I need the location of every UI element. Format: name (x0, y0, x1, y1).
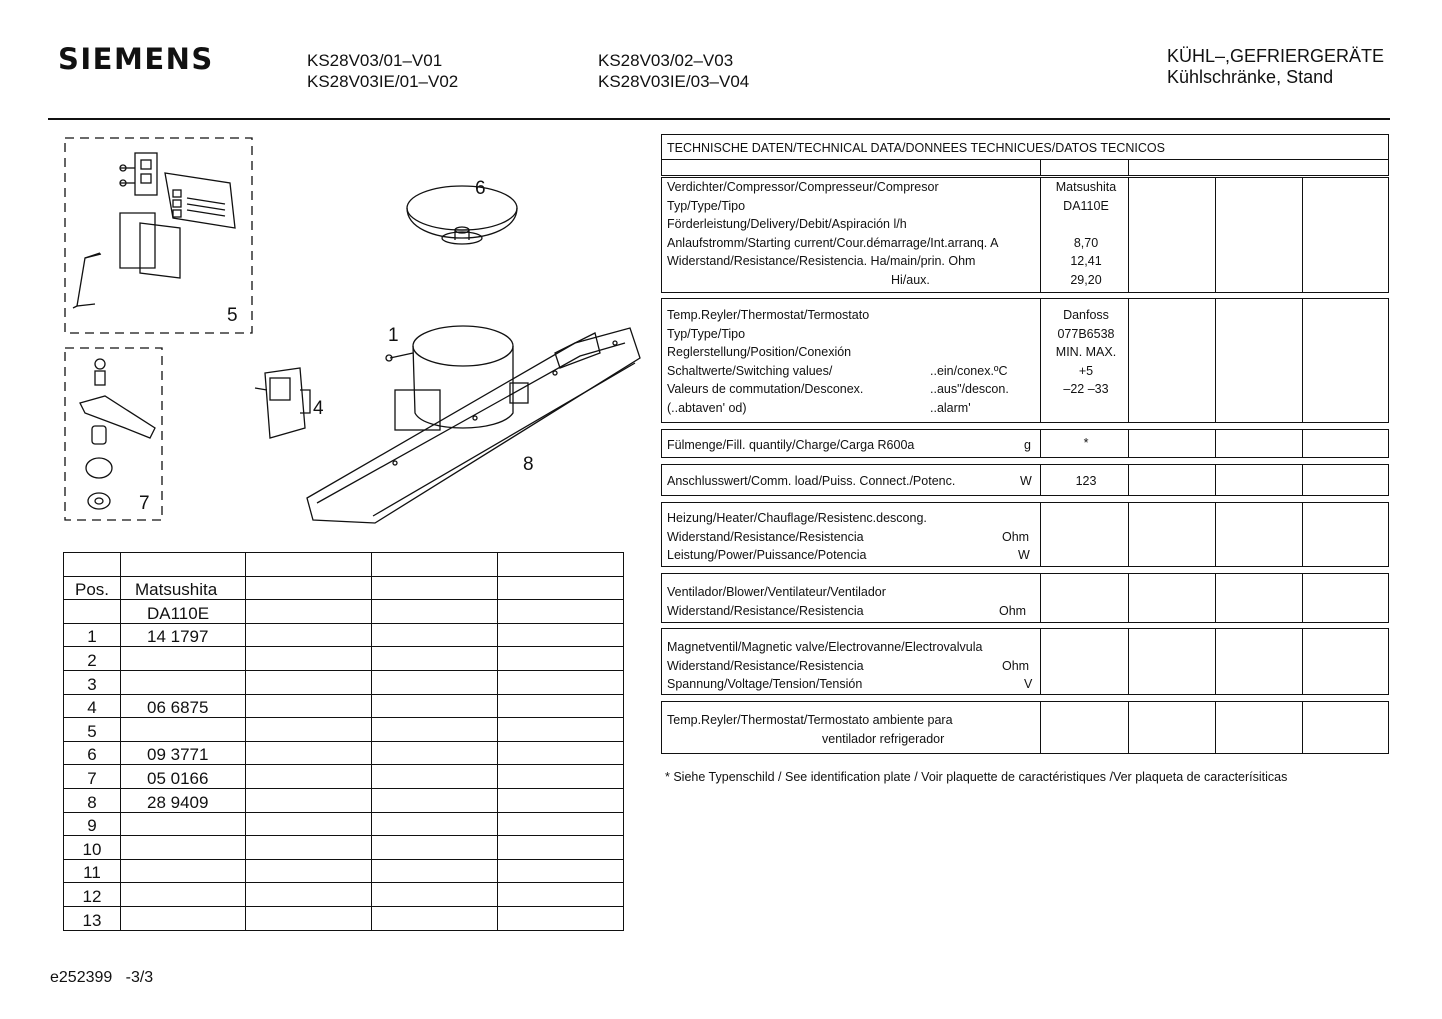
table-cell (372, 600, 498, 624)
category-title (1167, 46, 1384, 88)
table-cell: * (1083, 436, 1089, 450)
diagram-label: 4 (313, 398, 324, 419)
table-cell: Temp.Reyler/Thermostat/Termostato ambiente para (667, 713, 953, 727)
table-cell (246, 906, 372, 930)
table-row (64, 718, 624, 742)
tech-title: TECHNISCHE DATEN/TECHNICAL DATA/DONNEES TECHNICUES/DATOS TECNICOS (667, 141, 1165, 155)
connected-load-row (661, 464, 1389, 496)
table-row (64, 576, 624, 600)
table-cell (498, 647, 624, 671)
table-cell: Widerstand/Resistance/Resistencia (667, 658, 864, 673)
table-cell (498, 670, 624, 694)
table-cell (498, 883, 624, 907)
table-cell: Matsushita (1055, 180, 1117, 194)
table-cell: Widerstand/Resistance/Resistencia (667, 603, 864, 618)
table-cell: ..ein/conex.ºC (930, 363, 1008, 378)
table-cell (498, 812, 624, 836)
table-cell (246, 694, 372, 718)
table-cell (121, 812, 246, 836)
table-cell: 8,70 (1073, 235, 1099, 250)
starter-relay-icon (255, 368, 310, 438)
table-cell (372, 694, 498, 718)
table-cell: 077B6538 (1057, 326, 1115, 341)
table-cell (121, 553, 246, 577)
table-row (64, 788, 624, 812)
table-cell (372, 576, 498, 600)
table-cell: W (1020, 474, 1032, 488)
table-row (64, 694, 624, 718)
table-cell: DA110E (1063, 198, 1109, 213)
table-cell (246, 765, 372, 789)
model-list-a (307, 50, 458, 92)
table-cell (372, 906, 498, 930)
base-plate-icon (307, 328, 640, 523)
model-number: KS28V03IE/03–V04 (598, 72, 750, 91)
diagram-label: 6 (475, 178, 486, 199)
table-row (64, 600, 624, 624)
table-cell: Reglerstellung/Position/Conexión (667, 345, 852, 359)
diagram-label: 1 (388, 325, 399, 346)
header-divider (48, 118, 1390, 120)
table-cell: Ventilador/Blower/Ventilateur/Ventilador (667, 585, 886, 599)
table-cell (372, 883, 498, 907)
ambient-thermostat-block (661, 701, 1389, 754)
supplier-header: Matsushita (121, 576, 246, 600)
table-cell: Magnetventil/Magnetic valve/Electrovanne/Electrovalvula (667, 640, 983, 654)
table-cell (372, 553, 498, 577)
table-cell: Temp.Reyler/Thermostat/Termostato (667, 308, 870, 322)
table-cell: Anschlusswert/Comm. load/Puiss. Connect./Potenc. (667, 474, 956, 488)
table-cell: 5 (64, 718, 121, 742)
table-cell (372, 765, 498, 789)
table-cell (498, 741, 624, 765)
table-cell (121, 647, 246, 671)
table-cell: 12 (64, 883, 121, 907)
table-cell: 11 (64, 859, 121, 883)
table-cell (372, 788, 498, 812)
table-cell: 09 3771 (121, 741, 246, 765)
table-cell (498, 576, 624, 600)
category-line: KÜHL–,GEFRIERGERÄTE (1167, 46, 1385, 66)
table-row (64, 670, 624, 694)
table-cell (498, 694, 624, 718)
table-cell: ..alarm' (930, 400, 971, 415)
table-cell: W (1018, 548, 1030, 562)
table-cell (246, 788, 372, 812)
table-cell: Ohm (1002, 529, 1030, 544)
table-cell (246, 576, 372, 600)
table-cell (246, 553, 372, 577)
relay-parts-icon (73, 153, 235, 308)
table-cell: 05 0166 (121, 765, 246, 789)
table-cell: V (1024, 677, 1033, 691)
table-cell: 14 1797 (121, 623, 246, 647)
table-cell: g (1024, 438, 1031, 452)
table-cell: Verdichter/Compressor/Compresseur/Compresor (667, 180, 939, 194)
table-row (64, 765, 624, 789)
table-cell: Typ/Type/Tipo (667, 326, 746, 341)
diagram-label: 7 (139, 493, 150, 514)
table-cell: Spannung/Voltage/Tension/Tensión (667, 677, 863, 691)
table-cell (498, 788, 624, 812)
table-cell: Heizung/Heater/Chauflage/Resistenc.descong. (667, 511, 927, 525)
table-cell (121, 859, 246, 883)
table-cell (372, 741, 498, 765)
blower-block (661, 573, 1389, 623)
table-cell: Förderleistung/Delivery/Debit/Aspiración l/h (667, 217, 907, 231)
table-cell (246, 623, 372, 647)
table-cell (372, 623, 498, 647)
table-cell: Widerstand/Resistance/Resistencia (667, 529, 864, 544)
table-row (64, 741, 624, 765)
compressor-block (661, 177, 1389, 293)
table-cell (246, 600, 372, 624)
table-cell (246, 883, 372, 907)
table-row (64, 883, 624, 907)
parts-table (63, 552, 624, 931)
table-cell: 3 (64, 670, 121, 694)
footnote: * Siehe Typenschild / See identification plate / Voir plaquette de caractéristiques /Ver plaqueta de caracterísiticas (665, 770, 1288, 784)
model-number: KS28V03IE/01–V02 (307, 72, 459, 91)
table-cell: +5 (1078, 363, 1094, 378)
table-cell (64, 600, 121, 624)
tech-title-box (661, 134, 1389, 160)
table-row (64, 812, 624, 836)
table-cell: MIN. MAX. (1055, 345, 1117, 359)
model-number: KS28V03/02–V03 (598, 51, 734, 70)
diagram-label: 5 (227, 305, 238, 326)
table-cell (246, 836, 372, 860)
table-cell (64, 553, 121, 577)
table-cell (246, 718, 372, 742)
type-header: DA110E (121, 600, 246, 624)
mounting-grommets-icon (80, 359, 155, 509)
table-cell: Leistung/Power/Puissance/Potencia (667, 548, 867, 562)
table-cell (246, 670, 372, 694)
page-code: e252399 -3/3 (50, 969, 154, 986)
table-cell (372, 647, 498, 671)
compressor-icon (386, 326, 528, 430)
table-cell: Danfoss (1063, 308, 1109, 322)
table-cell (498, 906, 624, 930)
table-cell: 06 6875 (121, 694, 246, 718)
table-cell (372, 836, 498, 860)
heater-block (661, 502, 1389, 567)
table-row (64, 859, 624, 883)
table-cell: 28 9409 (121, 788, 246, 812)
table-cell: Schaltwerte/Switching values/ (667, 363, 833, 378)
table-cell: Ohm (1002, 658, 1030, 673)
table-cell: ventilador refrigerador (822, 732, 945, 746)
thermostat-block (661, 298, 1389, 423)
table-cell: Anlaufstromm/Starting current/Cour.démarrage/Int.arranq. A (667, 235, 999, 250)
exploded-parts-diagram (55, 128, 650, 528)
table-cell (498, 600, 624, 624)
table-cell (121, 718, 246, 742)
table-cell (372, 670, 498, 694)
table-row (64, 836, 624, 860)
category-line: Kühlschränke, Stand (1167, 67, 1334, 87)
table-cell (498, 765, 624, 789)
table-cell: 123 (1075, 474, 1097, 488)
table-cell: 29,20 (1070, 272, 1102, 287)
table-cell: Widerstand/Resistance/Resistencia. Ha/main/prin. Ohm (667, 254, 976, 268)
fill-quantity-row (661, 429, 1389, 458)
table-cell: (..abtaven' od) (667, 400, 747, 415)
table-cell (246, 741, 372, 765)
table-cell: 7 (64, 765, 121, 789)
table-cell (372, 718, 498, 742)
model-number: KS28V03/01–V01 (307, 51, 443, 70)
pos-header: Pos. (64, 576, 121, 600)
table-cell: Valeurs de commutation/Desconex. (667, 382, 864, 396)
table-cell (498, 553, 624, 577)
table-cell (246, 859, 372, 883)
table-row (64, 906, 624, 930)
table-cell: Hi/aux. (891, 272, 930, 287)
table-cell: Typ/Type/Tipo (667, 198, 746, 213)
table-cell: 13 (64, 906, 121, 930)
table-cell: 1 (64, 623, 121, 647)
table-cell: 12,41 (1070, 254, 1102, 268)
table-cell: 6 (64, 741, 121, 765)
tech-spacer-row (661, 160, 1389, 176)
table-cell: 9 (64, 812, 121, 836)
drip-tray-icon (407, 186, 517, 244)
table-cell (246, 812, 372, 836)
table-cell (246, 647, 372, 671)
table-cell (121, 670, 246, 694)
table-cell (498, 836, 624, 860)
table-cell (121, 906, 246, 930)
table-row (64, 623, 624, 647)
magnetic-valve-block (661, 628, 1389, 695)
table-cell: Ohm (999, 603, 1027, 618)
table-cell (498, 859, 624, 883)
table-cell: 2 (64, 647, 121, 671)
table-cell: ..aus"/descon. (930, 382, 1009, 396)
diagram-label: 8 (523, 454, 534, 475)
table-cell: Fülmenge/Fill. quantily/Charge/Carga R600a (667, 438, 915, 452)
table-cell (121, 836, 246, 860)
table-cell: 4 (64, 694, 121, 718)
table-cell (372, 812, 498, 836)
brand-logo: SIEMENS (58, 42, 214, 76)
table-cell (372, 859, 498, 883)
table-cell (498, 623, 624, 647)
table-cell (498, 718, 624, 742)
table-cell (121, 883, 246, 907)
table-cell: –22 –33 (1063, 382, 1109, 396)
table-cell: 8 (64, 788, 121, 812)
model-list-b (598, 50, 749, 92)
table-cell: 10 (64, 836, 121, 860)
table-row (64, 647, 624, 671)
table-row (64, 553, 624, 577)
